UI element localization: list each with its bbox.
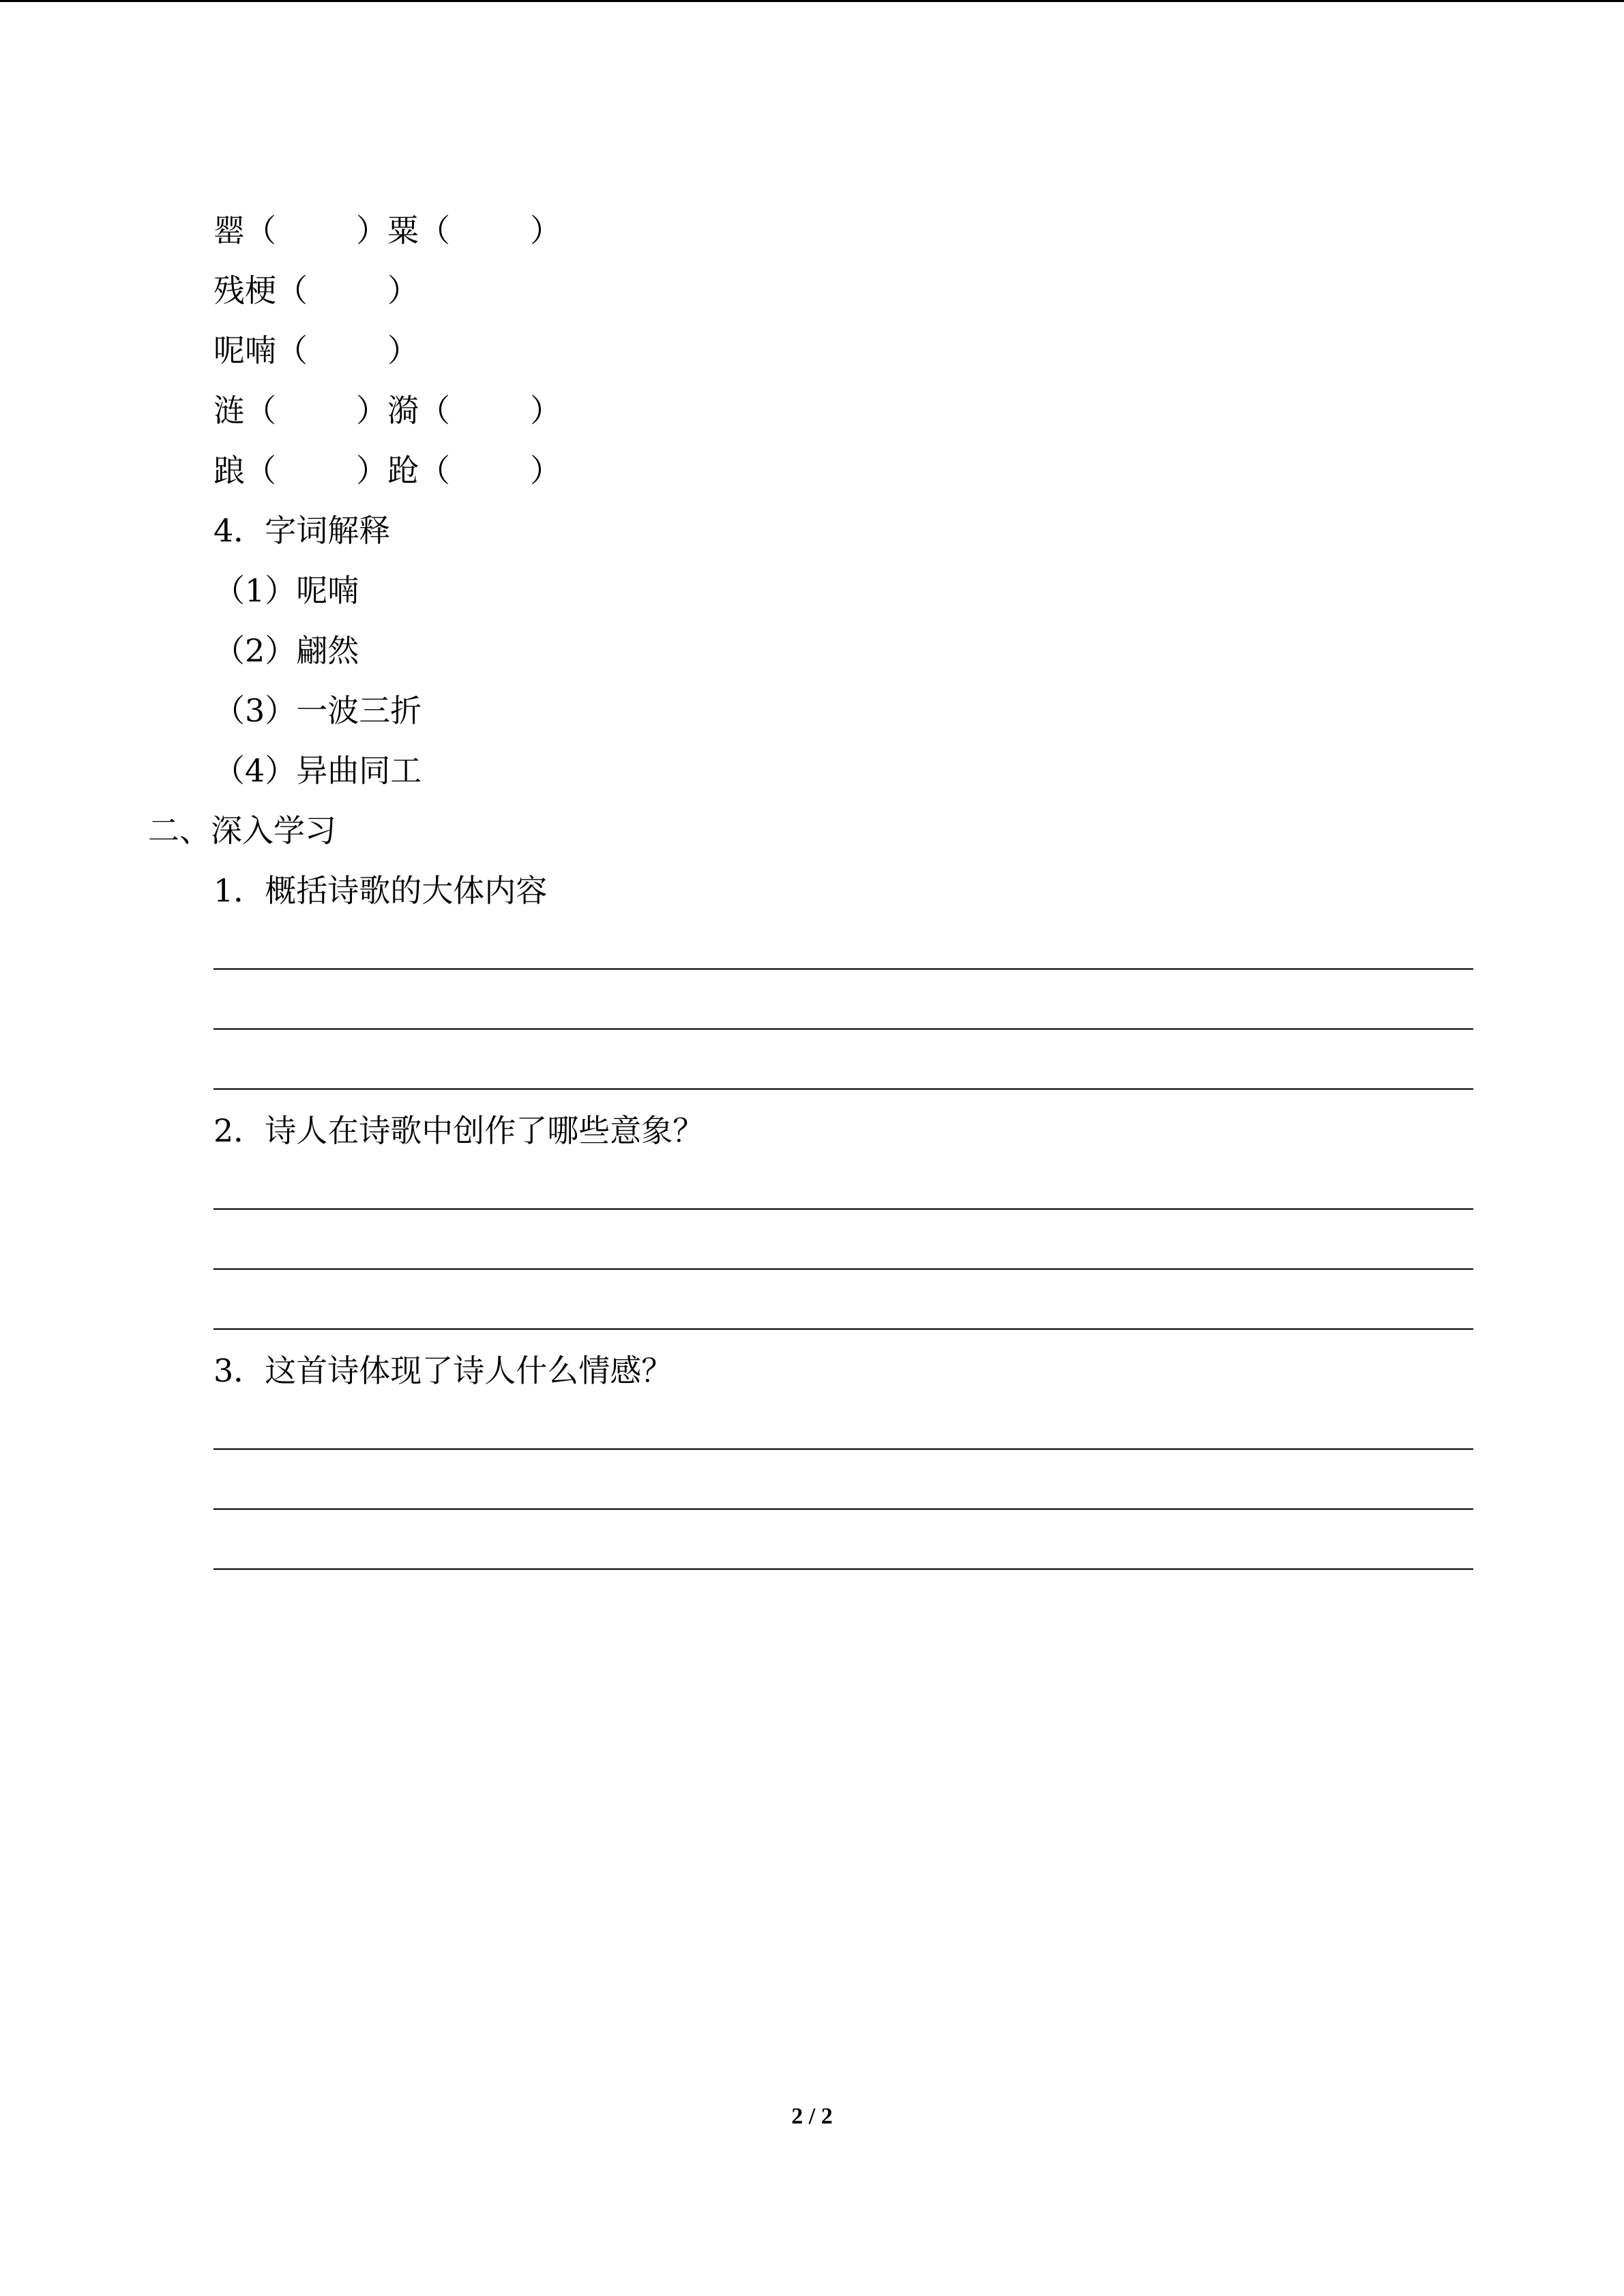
answer-line[interactable] — [213, 1088, 1473, 1090]
pinyin-item-2: 残梗（ ） — [213, 272, 419, 309]
pinyin-item-3: 呢喃（ ） — [213, 332, 419, 369]
vocab-heading: 4．字词解释 — [213, 512, 391, 549]
vocab-item-2: （2）翩然 — [213, 632, 359, 669]
vocab-item-3: （3）一波三折 — [213, 692, 422, 729]
page-number: 2 / 2 — [791, 2104, 833, 2129]
vocab-item-4: （4）异曲同工 — [213, 752, 422, 789]
answer-line[interactable] — [213, 1568, 1473, 1570]
pinyin-item-4: 涟（ ）漪（ ） — [213, 392, 561, 429]
answer-line[interactable] — [213, 1208, 1473, 1210]
pinyin-item-5: 踉（ ）跄（ ） — [213, 452, 561, 489]
pinyin-item-1: 罂（ ）粟（ ） — [213, 212, 561, 249]
answer-line[interactable] — [213, 1028, 1473, 1030]
vocab-item-1: （1）呢喃 — [213, 572, 359, 609]
question-3: 3．这首诗体现了诗人什么情感？ — [213, 1352, 673, 1389]
answer-line[interactable] — [213, 1508, 1473, 1510]
question-1: 1．概括诗歌的大体内容 — [213, 872, 548, 909]
answer-line[interactable] — [213, 968, 1473, 970]
answer-line[interactable] — [213, 1268, 1473, 1270]
top-border — [0, 0, 1624, 2]
answer-line[interactable] — [213, 1448, 1473, 1450]
section-heading: 二、深入学习 — [148, 812, 336, 849]
question-2: 2．诗人在诗歌中创作了哪些意象？ — [213, 1112, 705, 1149]
answer-line[interactable] — [213, 1328, 1473, 1330]
